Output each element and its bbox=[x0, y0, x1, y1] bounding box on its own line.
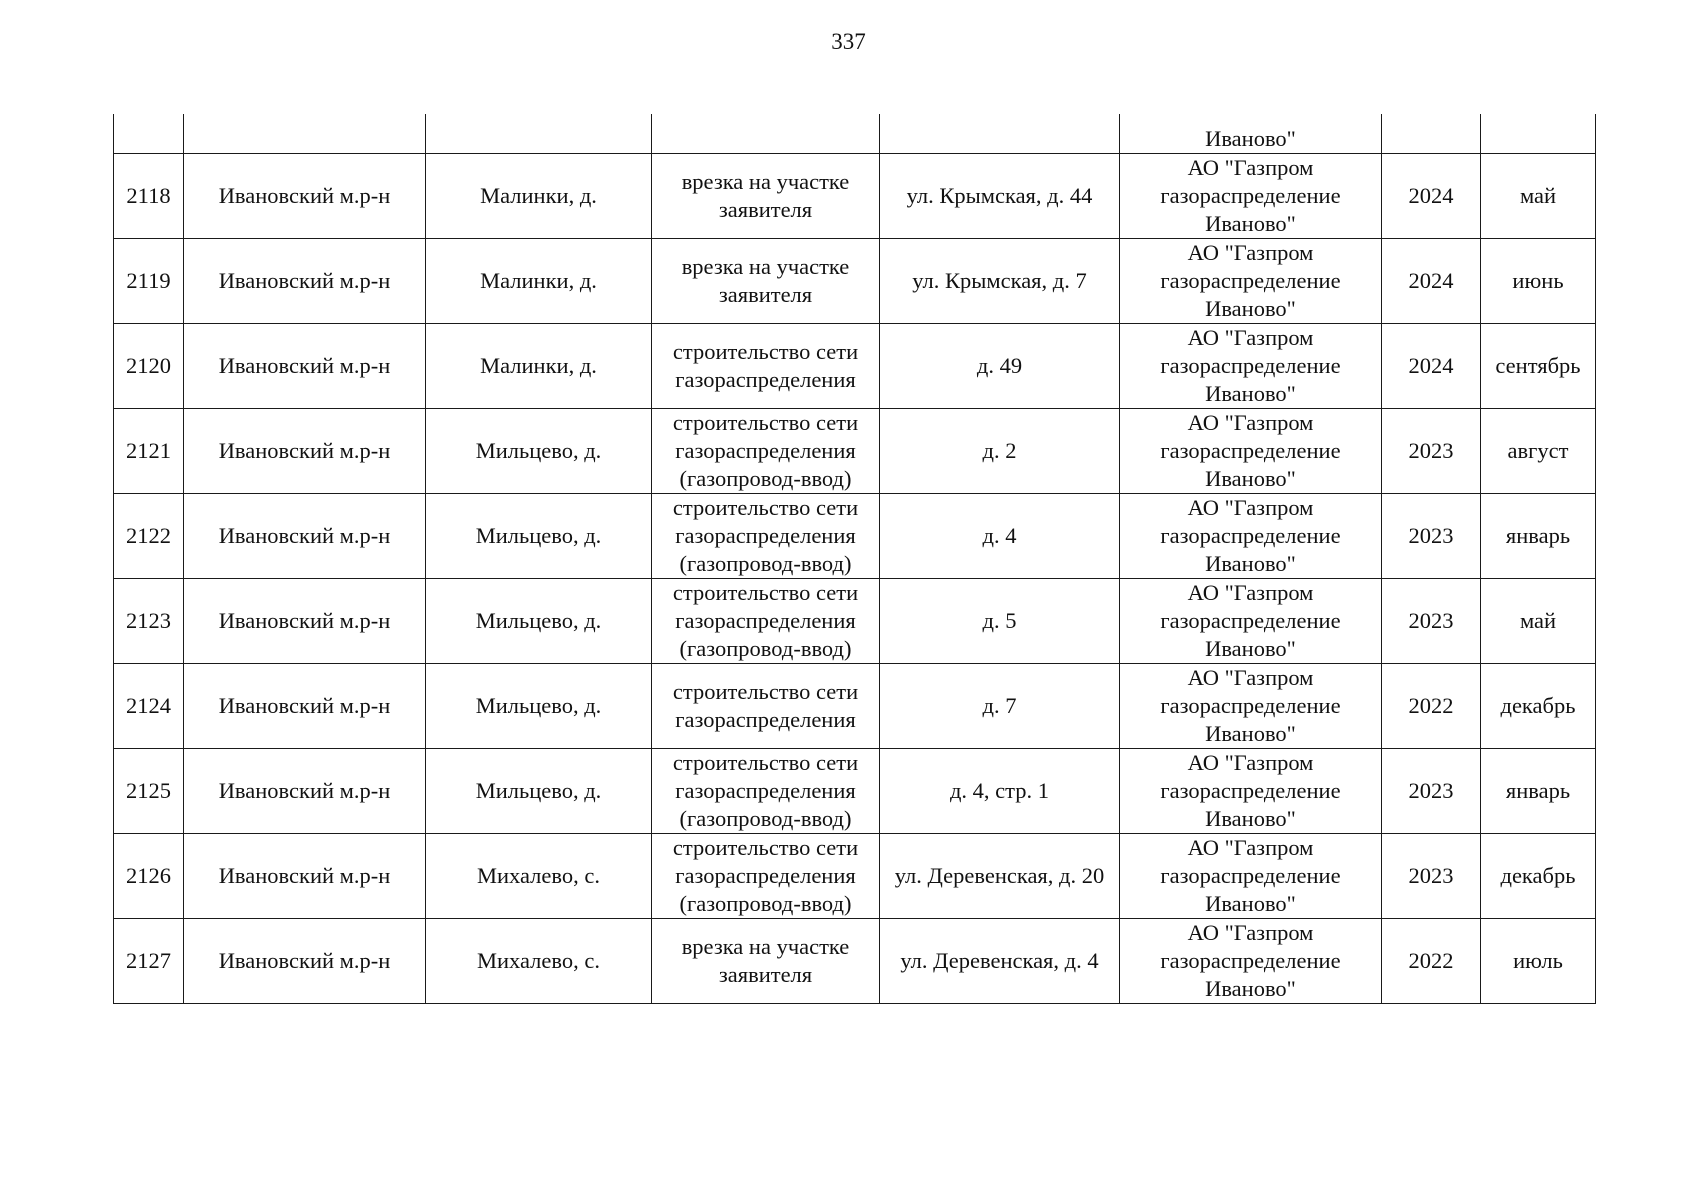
cell-organization: АО "Газпром газораспределение Иваново" bbox=[1120, 238, 1382, 323]
page-number: 337 bbox=[831, 29, 866, 54]
cell-month: январь bbox=[1481, 748, 1596, 833]
cell-month: август bbox=[1481, 408, 1596, 493]
cell-district: Ивановский м.р-н bbox=[184, 238, 426, 323]
cell-month: декабрь bbox=[1481, 663, 1596, 748]
cell-organization: Иваново" bbox=[1120, 114, 1382, 153]
cell-locality: Михалево, с. bbox=[426, 833, 652, 918]
cell-month: июнь bbox=[1481, 238, 1596, 323]
table-row bbox=[114, 493, 1596, 578]
cell-locality: Малинки, д. bbox=[426, 153, 652, 238]
cell-num: 2125 bbox=[114, 748, 184, 833]
cell-work-type: врезка на участке заявителя bbox=[652, 918, 880, 1003]
table-body bbox=[114, 114, 1596, 1003]
continuation-row bbox=[114, 114, 1596, 153]
cell-organization: АО "Газпром газораспределение Иваново" bbox=[1120, 833, 1382, 918]
cell-work-type: врезка на участке заявителя bbox=[652, 238, 880, 323]
cell-locality: Мильцево, д. bbox=[426, 748, 652, 833]
cell-address: д. 2 bbox=[880, 408, 1120, 493]
cell-month: сентябрь bbox=[1481, 323, 1596, 408]
cell-year: 2023 bbox=[1382, 493, 1481, 578]
cell-num: 2126 bbox=[114, 833, 184, 918]
cell-district: Ивановский м.р-н bbox=[184, 578, 426, 663]
cell-year: 2023 bbox=[1382, 833, 1481, 918]
cell-num: 2119 bbox=[114, 238, 184, 323]
cell-locality: Малинки, д. bbox=[426, 323, 652, 408]
cell-work-type: строительство сети газораспределения (газопровод-ввод) bbox=[652, 578, 880, 663]
cell-num bbox=[114, 114, 184, 153]
cell-work-type: строительство сети газораспределения bbox=[652, 663, 880, 748]
table-row bbox=[114, 663, 1596, 748]
cell-district: Ивановский м.р-н bbox=[184, 918, 426, 1003]
cell-address: ул. Деревенская, д. 4 bbox=[880, 918, 1120, 1003]
cell-year: 2023 bbox=[1382, 408, 1481, 493]
cell-district: Ивановский м.р-н bbox=[184, 153, 426, 238]
cell-locality: Мильцево, д. bbox=[426, 408, 652, 493]
table-row bbox=[114, 578, 1596, 663]
cell-district: Ивановский м.р-н bbox=[184, 833, 426, 918]
cell-work-type: строительство сети газораспределения (газопровод-ввод) bbox=[652, 833, 880, 918]
table-row bbox=[114, 748, 1596, 833]
cell-address: ул. Деревенская, д. 20 bbox=[880, 833, 1120, 918]
cell-organization: АО "Газпром газораспределение Иваново" bbox=[1120, 663, 1382, 748]
cell-year: 2023 bbox=[1382, 578, 1481, 663]
cell-address: д. 49 bbox=[880, 323, 1120, 408]
cell-district: Ивановский м.р-н bbox=[184, 748, 426, 833]
cell-locality bbox=[426, 114, 652, 153]
cell-work-type: строительство сети газораспределения bbox=[652, 323, 880, 408]
table-row bbox=[114, 153, 1596, 238]
cell-work-type bbox=[652, 114, 880, 153]
cell-num: 2127 bbox=[114, 918, 184, 1003]
cell-work-type: строительство сети газораспределения (газопровод-ввод) bbox=[652, 408, 880, 493]
cell-organization: АО "Газпром газораспределение Иваново" bbox=[1120, 578, 1382, 663]
cell-organization: АО "Газпром газораспределение Иваново" bbox=[1120, 323, 1382, 408]
cell-year: 2024 bbox=[1382, 153, 1481, 238]
cell-address bbox=[880, 114, 1120, 153]
cell-address: ул. Крымская, д. 7 bbox=[880, 238, 1120, 323]
cell-num: 2118 bbox=[114, 153, 184, 238]
cell-organization: АО "Газпром газораспределение Иваново" bbox=[1120, 153, 1382, 238]
cell-district: Ивановский м.р-н bbox=[184, 323, 426, 408]
cell-organization: АО "Газпром газораспределение Иваново" bbox=[1120, 408, 1382, 493]
cell-district: Ивановский м.р-н bbox=[184, 493, 426, 578]
cell-month: май bbox=[1481, 578, 1596, 663]
cell-num: 2123 bbox=[114, 578, 184, 663]
cell-locality: Михалево, с. bbox=[426, 918, 652, 1003]
cell-month: январь bbox=[1481, 493, 1596, 578]
cell-num: 2124 bbox=[114, 663, 184, 748]
cell-year: 2022 bbox=[1382, 918, 1481, 1003]
cell-locality: Малинки, д. bbox=[426, 238, 652, 323]
cell-num: 2120 bbox=[114, 323, 184, 408]
cell-district: Ивановский м.р-н bbox=[184, 663, 426, 748]
table-row bbox=[114, 918, 1596, 1003]
table-row bbox=[114, 238, 1596, 323]
cell-address: д. 4 bbox=[880, 493, 1120, 578]
table-row bbox=[114, 833, 1596, 918]
cell-year bbox=[1382, 114, 1481, 153]
cell-address: д. 4, стр. 1 bbox=[880, 748, 1120, 833]
cell-month: май bbox=[1481, 153, 1596, 238]
cell-organization: АО "Газпром газораспределение Иваново" bbox=[1120, 748, 1382, 833]
cell-work-type: строительство сети газораспределения (газопровод-ввод) bbox=[652, 493, 880, 578]
table-row bbox=[114, 323, 1596, 408]
cell-address: д. 5 bbox=[880, 578, 1120, 663]
cell-address: ул. Крымская, д. 44 bbox=[880, 153, 1120, 238]
cell-year: 2022 bbox=[1382, 663, 1481, 748]
cell-year: 2024 bbox=[1382, 238, 1481, 323]
cell-district: Ивановский м.р-н bbox=[184, 408, 426, 493]
cell-num: 2121 bbox=[114, 408, 184, 493]
cell-month: декабрь bbox=[1481, 833, 1596, 918]
cell-month bbox=[1481, 114, 1596, 153]
cell-organization: АО "Газпром газораспределение Иваново" bbox=[1120, 493, 1382, 578]
cell-work-type: строительство сети газораспределения (газопровод-ввод) bbox=[652, 748, 880, 833]
cell-year: 2023 bbox=[1382, 748, 1481, 833]
cell-year: 2024 bbox=[1382, 323, 1481, 408]
table-row bbox=[114, 408, 1596, 493]
cell-locality: Мильцево, д. bbox=[426, 663, 652, 748]
cell-district bbox=[184, 114, 426, 153]
cell-num: 2122 bbox=[114, 493, 184, 578]
cell-locality: Мильцево, д. bbox=[426, 493, 652, 578]
cell-organization: АО "Газпром газораспределение Иваново" bbox=[1120, 918, 1382, 1003]
cell-month: июль bbox=[1481, 918, 1596, 1003]
cell-address: д. 7 bbox=[880, 663, 1120, 748]
gasification-schedule-table bbox=[113, 114, 1596, 1004]
cell-work-type: врезка на участке заявителя bbox=[652, 153, 880, 238]
cell-locality: Мильцево, д. bbox=[426, 578, 652, 663]
